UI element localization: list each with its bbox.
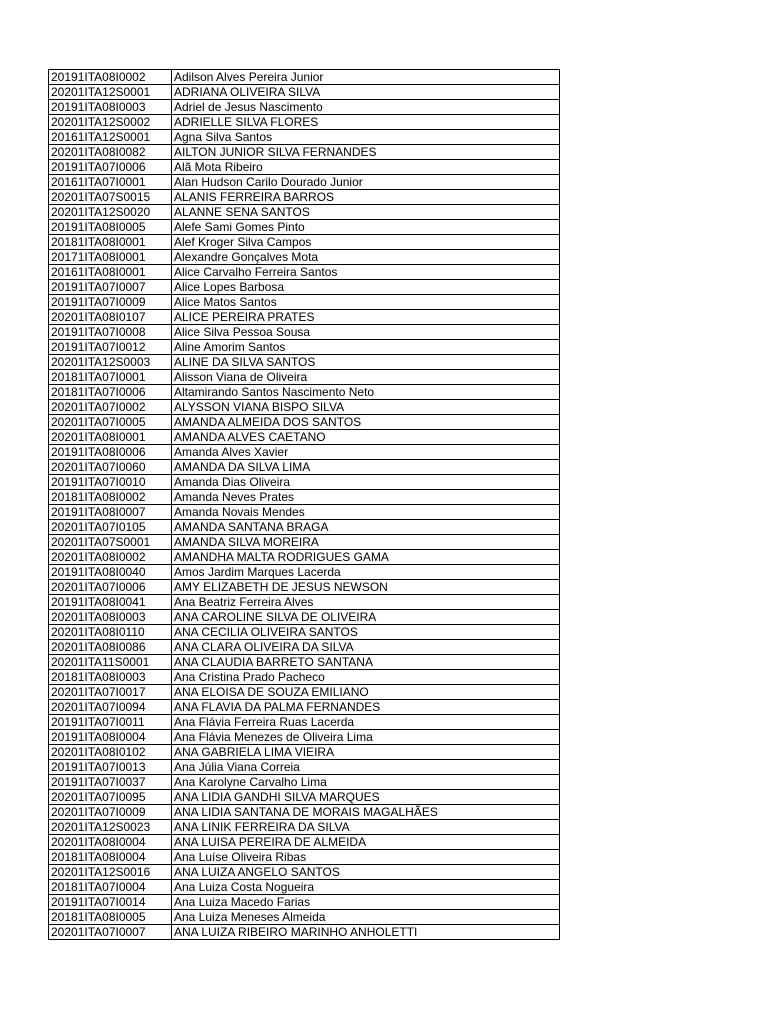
table-row — [49, 280, 560, 295]
student-name-cell: ANA CLAUDIA BARRETO SANTANA — [172, 655, 560, 670]
table-row — [49, 565, 560, 580]
student-code-cell: 20201ITA07I0005 — [49, 415, 172, 430]
student-name-cell: Alice Matos Santos — [172, 295, 560, 310]
table-row — [49, 505, 560, 520]
table-row — [49, 640, 560, 655]
student-code-cell: 20191ITA07I0037 — [49, 775, 172, 790]
table-row — [49, 355, 560, 370]
student-code-cell: 20201ITA08I0001 — [49, 430, 172, 445]
student-code-cell: 20201ITA07S0015 — [49, 190, 172, 205]
table-row — [49, 805, 560, 820]
student-name-cell: Alice Silva Pessoa Sousa — [172, 325, 560, 340]
student-code-cell: 20181ITA07I0006 — [49, 385, 172, 400]
student-name-cell: Ana Luiza Macedo Farias — [172, 895, 560, 910]
table-row — [49, 580, 560, 595]
student-name-cell: Alã Mota Ribeiro — [172, 160, 560, 175]
student-code-cell: 20201ITA07I0060 — [49, 460, 172, 475]
table-row — [49, 730, 560, 745]
student-name-cell: ANA GABRIELA LIMA VIEIRA — [172, 745, 560, 760]
student-code-cell: 20191ITA08I0004 — [49, 730, 172, 745]
table-row — [49, 235, 560, 250]
student-code-cell: 20191ITA07I0013 — [49, 760, 172, 775]
student-code-cell: 20191ITA08I0041 — [49, 595, 172, 610]
student-code-cell: 20181ITA08I0001 — [49, 235, 172, 250]
student-code-cell: 20201ITA08I0002 — [49, 550, 172, 565]
student-code-cell: 20201ITA08I0082 — [49, 145, 172, 160]
student-code-cell: 20201ITA07I0095 — [49, 790, 172, 805]
table-row — [49, 745, 560, 760]
table-row — [49, 130, 560, 145]
table-row — [49, 445, 560, 460]
table-row — [49, 520, 560, 535]
student-name-cell: AMANDA ALVES CAETANO — [172, 430, 560, 445]
student-name-cell: Ana Júlia Viana Correia — [172, 760, 560, 775]
student-code-cell: 20201ITA12S0002 — [49, 115, 172, 130]
student-name-cell: Alisson Viana de Oliveira — [172, 370, 560, 385]
student-name-cell: ADRIANA OLIVEIRA SILVA — [172, 85, 560, 100]
student-code-cell: 20201ITA08I0003 — [49, 610, 172, 625]
table-row — [49, 715, 560, 730]
student-code-cell: 20191ITA08I0006 — [49, 445, 172, 460]
student-name-cell: AILTON JUNIOR SILVA FERNANDES — [172, 145, 560, 160]
student-name-cell: Amos Jardim Marques Lacerda — [172, 565, 560, 580]
table-row — [49, 310, 560, 325]
student-code-cell: 20191ITA07I0009 — [49, 295, 172, 310]
table-row — [49, 700, 560, 715]
student-code-cell: 20201ITA12S0016 — [49, 865, 172, 880]
student-name-cell: ANA LIDIA SANTANA DE MORAIS MAGALHÃES — [172, 805, 560, 820]
student-name-cell: ALANNE SENA SANTOS — [172, 205, 560, 220]
student-name-cell: Adilson Alves Pereira Junior — [172, 70, 560, 85]
table-row — [49, 610, 560, 625]
student-code-cell: 20201ITA12S0003 — [49, 355, 172, 370]
table-row — [49, 895, 560, 910]
student-code-cell: 20181ITA08I0002 — [49, 490, 172, 505]
student-name-cell: ALYSSON VIANA BISPO SILVA — [172, 400, 560, 415]
table-row — [49, 670, 560, 685]
table-row — [49, 175, 560, 190]
student-name-cell: AMANDA DA SILVA LIMA — [172, 460, 560, 475]
table-row — [49, 850, 560, 865]
student-name-cell: Ana Beatriz Ferreira Alves — [172, 595, 560, 610]
student-name-cell: Ana Luiza Meneses Almeida — [172, 910, 560, 925]
student-code-cell: 20161ITA12S0001 — [49, 130, 172, 145]
student-name-cell: Amanda Dias Oliveira — [172, 475, 560, 490]
student-code-cell: 20191ITA08I0007 — [49, 505, 172, 520]
student-name-cell: Alice Carvalho Ferreira Santos — [172, 265, 560, 280]
student-name-cell: Alefe Sami Gomes Pinto — [172, 220, 560, 235]
table-row — [49, 790, 560, 805]
student-name-cell: ANA CECILIA OLIVEIRA SANTOS — [172, 625, 560, 640]
student-code-cell: 20181ITA08I0005 — [49, 910, 172, 925]
student-code-cell: 20201ITA07I0094 — [49, 700, 172, 715]
table-row — [49, 325, 560, 340]
table-row — [49, 910, 560, 925]
student-name-cell: Aline Amorim Santos — [172, 340, 560, 355]
student-name-cell: Agna Silva Santos — [172, 130, 560, 145]
table-row — [49, 85, 560, 100]
student-code-cell: 20161ITA07I0001 — [49, 175, 172, 190]
student-name-cell: Altamirando Santos Nascimento Neto — [172, 385, 560, 400]
student-name-cell: Adriel de Jesus Nascimento — [172, 100, 560, 115]
table-row — [49, 655, 560, 670]
student-name-cell: Amanda Alves Xavier — [172, 445, 560, 460]
student-name-cell: Ana Luíse Oliveira Ribas — [172, 850, 560, 865]
student-name-cell: Amanda Novais Mendes — [172, 505, 560, 520]
student-name-cell: ADRIELLE SILVA FLORES — [172, 115, 560, 130]
student-name-cell: AMANDA SANTANA BRAGA — [172, 520, 560, 535]
student-name-cell: ALINE DA SILVA SANTOS — [172, 355, 560, 370]
table-row — [49, 100, 560, 115]
table-row — [49, 760, 560, 775]
table-row — [49, 460, 560, 475]
table-row — [49, 595, 560, 610]
student-name-cell: AMANDA ALMEIDA DOS SANTOS — [172, 415, 560, 430]
student-code-cell: 20201ITA07I0006 — [49, 580, 172, 595]
student-code-cell: 20181ITA08I0003 — [49, 670, 172, 685]
student-name-cell: ANA CAROLINE SILVA DE OLIVEIRA — [172, 610, 560, 625]
student-code-cell: 20191ITA07I0012 — [49, 340, 172, 355]
student-code-cell: 20191ITA08I0003 — [49, 100, 172, 115]
table-row — [49, 250, 560, 265]
table-row — [49, 70, 560, 85]
student-code-cell: 20191ITA08I0040 — [49, 565, 172, 580]
table-row — [49, 925, 560, 940]
table-row — [49, 535, 560, 550]
student-name-cell: ANA ELOISA DE SOUZA EMILIANO — [172, 685, 560, 700]
table-row — [49, 370, 560, 385]
student-code-cell: 20201ITA07I0017 — [49, 685, 172, 700]
table-row — [49, 775, 560, 790]
student-code-cell: 20191ITA07I0007 — [49, 280, 172, 295]
table-row — [49, 865, 560, 880]
student-name-cell: ANA LUISA PEREIRA DE ALMEIDA — [172, 835, 560, 850]
student-code-cell: 20201ITA07I0009 — [49, 805, 172, 820]
student-code-cell: 20171ITA08I0001 — [49, 250, 172, 265]
student-name-cell: ANA LIDIA GANDHI SILVA MARQUES — [172, 790, 560, 805]
table-row — [49, 685, 560, 700]
student-code-cell: 20201ITA12S0001 — [49, 85, 172, 100]
student-code-cell: 20201ITA08I0086 — [49, 640, 172, 655]
student-code-cell: 20201ITA12S0020 — [49, 205, 172, 220]
student-table — [48, 69, 560, 940]
table-row — [49, 490, 560, 505]
student-code-cell: 20201ITA07I0002 — [49, 400, 172, 415]
student-name-cell: Ana Karolyne Carvalho Lima — [172, 775, 560, 790]
student-name-cell: ANA LUIZA RIBEIRO MARINHO ANHOLETTI — [172, 925, 560, 940]
student-code-cell: 20191ITA08I0002 — [49, 70, 172, 85]
table-row — [49, 625, 560, 640]
student-code-cell: 20191ITA07I0010 — [49, 475, 172, 490]
student-name-cell: Ana Luiza Costa Nogueira — [172, 880, 560, 895]
student-name-cell: Alice Lopes Barbosa — [172, 280, 560, 295]
student-name-cell: Amanda Neves Prates — [172, 490, 560, 505]
table-row — [49, 190, 560, 205]
student-code-cell: 20181ITA07I0004 — [49, 880, 172, 895]
table-row — [49, 205, 560, 220]
table-row — [49, 115, 560, 130]
student-code-cell: 20191ITA08I0005 — [49, 220, 172, 235]
student-code-cell: 20201ITA07S0001 — [49, 535, 172, 550]
table-row — [49, 400, 560, 415]
student-name-cell: AMANDHA MALTA RODRIGUES GAMA — [172, 550, 560, 565]
student-code-cell: 20201ITA07I0105 — [49, 520, 172, 535]
student-name-cell: Alan Hudson Carilo Dourado Junior — [172, 175, 560, 190]
table-row — [49, 475, 560, 490]
student-name-cell: ANA CLARA OLIVEIRA DA SILVA — [172, 640, 560, 655]
student-name-cell: ANA FLAVIA DA PALMA FERNANDES — [172, 700, 560, 715]
table-row — [49, 295, 560, 310]
table-row — [49, 265, 560, 280]
table-row — [49, 550, 560, 565]
student-code-cell: 20191ITA07I0014 — [49, 895, 172, 910]
student-table-body — [49, 70, 560, 940]
student-code-cell: 20181ITA07I0001 — [49, 370, 172, 385]
table-row — [49, 340, 560, 355]
student-name-cell: Ana Flávia Ferreira Ruas Lacerda — [172, 715, 560, 730]
table-row — [49, 145, 560, 160]
student-name-cell: Alexandre Gonçalves Mota — [172, 250, 560, 265]
student-code-cell: 20161ITA08I0001 — [49, 265, 172, 280]
table-row — [49, 820, 560, 835]
student-name-cell: Ana Flávia Menezes de Oliveira Lima — [172, 730, 560, 745]
table-row — [49, 385, 560, 400]
student-code-cell: 20201ITA08I0102 — [49, 745, 172, 760]
student-name-cell: ANA LINIK FERREIRA DA SILVA — [172, 820, 560, 835]
student-name-cell: Alef Kroger Silva Campos — [172, 235, 560, 250]
student-code-cell: 20191ITA07I0008 — [49, 325, 172, 340]
table-row — [49, 220, 560, 235]
table-row — [49, 880, 560, 895]
student-code-cell: 20201ITA11S0001 — [49, 655, 172, 670]
student-code-cell: 20201ITA08I0004 — [49, 835, 172, 850]
student-name-cell: Ana Cristina Prado Pacheco — [172, 670, 560, 685]
student-code-cell: 20201ITA12S0023 — [49, 820, 172, 835]
student-code-cell: 20201ITA08I0110 — [49, 625, 172, 640]
table-row — [49, 430, 560, 445]
table-row — [49, 415, 560, 430]
student-name-cell: ALANIS FERREIRA BARROS — [172, 190, 560, 205]
student-code-cell: 20201ITA08I0107 — [49, 310, 172, 325]
student-code-cell: 20201ITA07I0007 — [49, 925, 172, 940]
table-row — [49, 835, 560, 850]
student-name-cell: AMANDA SILVA MOREIRA — [172, 535, 560, 550]
table-row — [49, 160, 560, 175]
student-name-cell: ANA LUIZA ANGELO SANTOS — [172, 865, 560, 880]
student-code-cell: 20191ITA07I0011 — [49, 715, 172, 730]
student-code-cell: 20181ITA08I0004 — [49, 850, 172, 865]
student-name-cell: ALICE PEREIRA PRATES — [172, 310, 560, 325]
student-code-cell: 20191ITA07I0006 — [49, 160, 172, 175]
student-name-cell: AMY ELIZABETH DE JESUS NEWSON — [172, 580, 560, 595]
